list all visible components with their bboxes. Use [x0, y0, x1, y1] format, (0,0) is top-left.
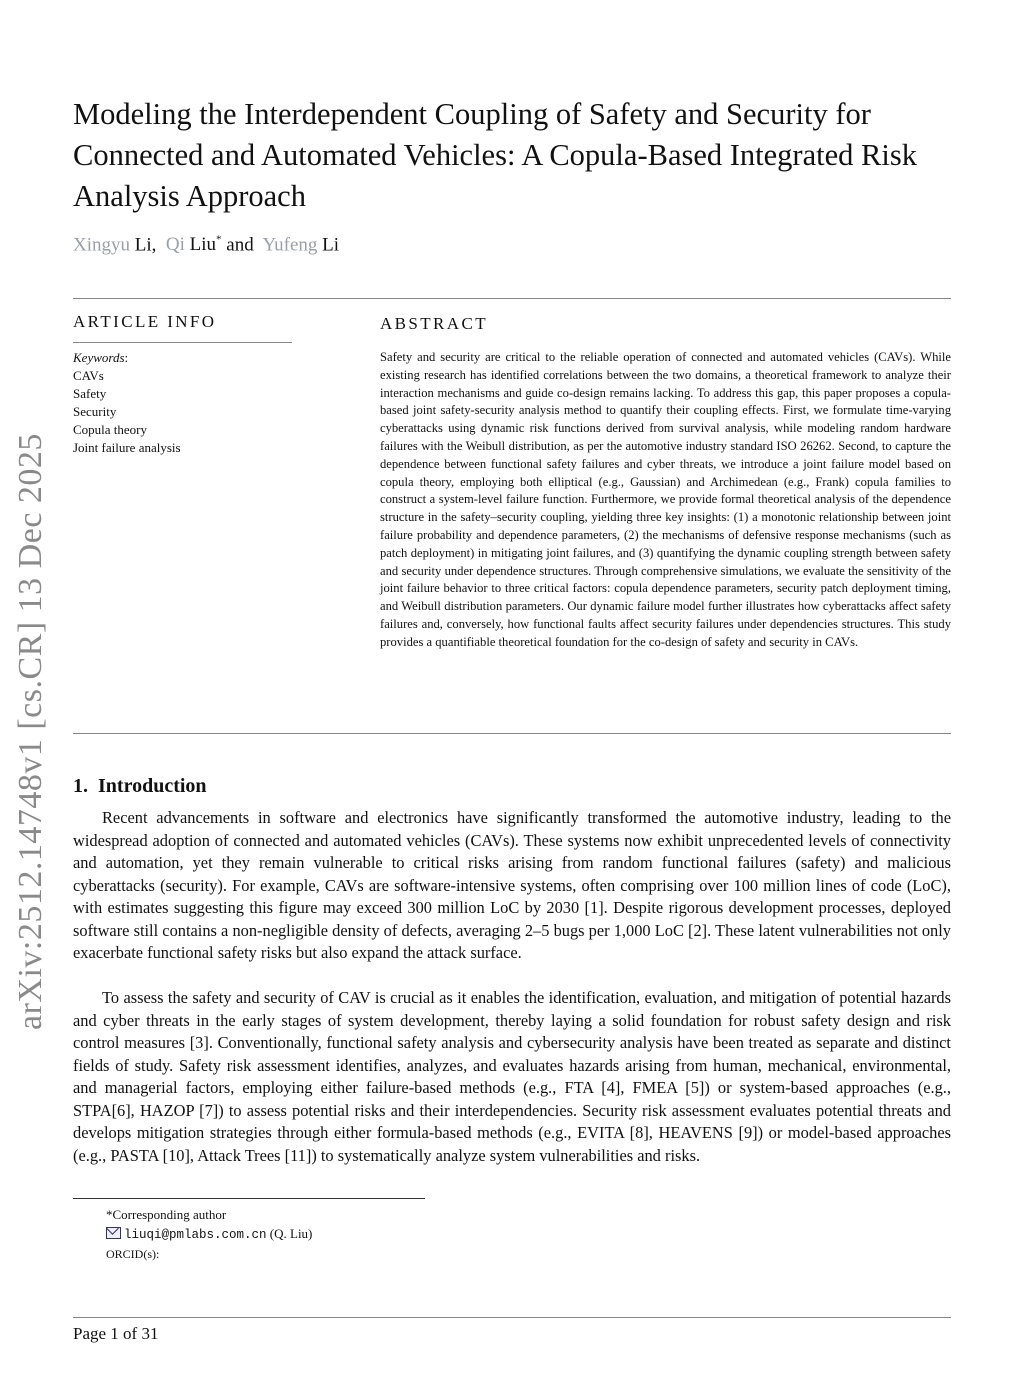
email-link[interactable]: liuqi@pmlabs.com.cn — [124, 1228, 267, 1242]
corresponding-mark: * — [216, 234, 222, 246]
article-info-rule — [73, 342, 292, 343]
author-family-name: Li — [134, 234, 152, 256]
page-number: Page 1 of 31 — [73, 1324, 159, 1343]
footnote-rule — [73, 1198, 425, 1199]
author-separator: and — [221, 234, 254, 256]
article-info-heading: ARTICLE INFO — [73, 312, 217, 331]
email-line — [106, 1224, 312, 1245]
keywords-label: Keywords — [73, 350, 125, 365]
author-given-name: Yufeng — [262, 234, 318, 256]
intro-paragraph-1: Recent advancements in software and electronics have significantly transformed the automotive industry, leading to the widespread adoption of connected and automated vehicles (CAVs). These systems now exhibit unprecedented levels of connectivity and automation, yet they remain vulnerable to critical risks arising from random functional failures (safety) and malicious cyberattacks (security). For example, CAVs are software-intensive systems, often comprising over 100 million lines of code (LoC), with estimates suggesting this figure may exceed 300 million LoC by 2030 [1]. Despite rigorous development processes, deployed software still contains a non-negligible density of defects, averaging 2–5 bugs per 1,000 LoC [2]. These latent vulnerabilities not only exacerbate functional safety risks but also expand the attack surface. — [73, 808, 951, 962]
author-2[interactable] — [166, 234, 222, 255]
section-title: Introduction — [98, 775, 207, 797]
paper-title: Modeling the Interdependent Coupling of Safety and Security for Connected and Automated Vehicles: A Copula-Based Integrated Risk Analysis Approach — [73, 97, 917, 213]
keywords-block — [73, 349, 181, 457]
email-owner: (Q. Liu) — [269, 1226, 313, 1241]
keywords-label-line: Keywords: — [73, 350, 129, 365]
author-family-name: Liu — [189, 234, 217, 256]
corresponding-author-note: *Corresponding author — [106, 1207, 227, 1222]
author-1[interactable] — [73, 234, 152, 255]
section-number: 1. — [73, 775, 88, 797]
intro-paragraph-2: To assess the safety and security of CAV is crucial as it enables the identification, evaluation, and mitigation of potential hazards and cyber threats in the early stages of system development, thereby laying a solid foundation for robust safety design and risk control measures [3]. Conventionally, functional safety analysis and cybersecurity analysis have been treated as separate and distinct fields of study. Safety risk assessment identifies, analyzes, and evaluates hazards arising from human, mechanical, environmental, and managerial factors, employing either failure-based methods (e.g., FTA [4], FMEA [5]) or system-based approaches (e.g., STPA[6], HAZOP [7]) to assess potential risks and their interdependencies. Security risk assessment evaluates potential threats and develops mitigation strategies through either formula-based methods (e.g., EVITA [8], HEAVENS [9]) or model-based approaches (e.g., PASTA [10], Attack Trees [11]) to systematically analyze system vulnerabilities and risks. — [73, 988, 951, 1165]
keyword: Copula theory — [73, 422, 148, 437]
abstract-divider — [73, 733, 951, 734]
author-separator: , — [151, 234, 157, 256]
header-divider — [73, 298, 951, 299]
author-list — [73, 234, 339, 256]
section-heading-introduction — [73, 775, 207, 798]
keyword: Joint failure analysis — [73, 440, 181, 455]
author-family-name: Li — [322, 234, 340, 256]
footnote — [106, 1205, 312, 1264]
keyword: CAVs — [73, 368, 104, 383]
abstract-text: Safety and security are critical to the reliable operation of connected and automated vehicles (CAVs). While existing research has identified correlations between the two domains, a theoretical framework to analyze their interaction mechanisms and guide co-design remains lacking. To address this gap, this paper proposes a copula-based joint safety-security analysis method to quantify their coupling effects. First, we formulate time-varying cyberattacks using dynamic risk functions derived from survival analysis, while modeling random hardware failures with the Weibull distribution, as per the automotive industry standard ISO 26262. Second, to capture the dependence between functional safety failures and cyber threats, we introduce a joint failure model based on copula theory, employing both elliptical (e.g., Gaussian) and Archimedean (e.g., Frank) copula families to construct a system-level failure function. Furthermore, we provide formal theoretical analysis of the dependence structure in the safety–security coupling, yielding three key insights: (1) a monotonic relationship between joint failure probability and dependence parameters, (2) the mechanisms of defensive response mechanisms (such as patch deployment) in mitigating joint failures, and (3) quantifying the dynamic coupling strength between safety and security under dependence structures. Through comprehensive simulations, we evaluate the sensitivity of the joint failure behavior to three critical factors: copula dependence parameters, security patch deployment timing, and Weibull distribution parameters. Our dynamic failure model further illustrates how cyberattacks affect safety failures and, conversely, how functional faults affect security failures under dependencies structures. This study provides a quantifiable theoretical foundation for the co-design of safety and security in CAVs. — [380, 350, 951, 649]
abstract-heading: ABSTRACT — [380, 314, 488, 333]
orcid-line: ORCID(s): — [106, 1247, 160, 1261]
footer-divider — [73, 1317, 951, 1318]
envelope-icon — [106, 1227, 121, 1239]
author-given-name: Xingyu — [73, 234, 130, 256]
author-given-name: Qi — [165, 234, 185, 256]
keyword: Safety — [73, 386, 107, 401]
keyword: Security — [73, 404, 117, 419]
arxiv-watermark: arXiv:2512.14748v1 [cs.CR] 13 Dec 2025 — [12, 433, 49, 1030]
author-3[interactable] — [263, 234, 340, 255]
